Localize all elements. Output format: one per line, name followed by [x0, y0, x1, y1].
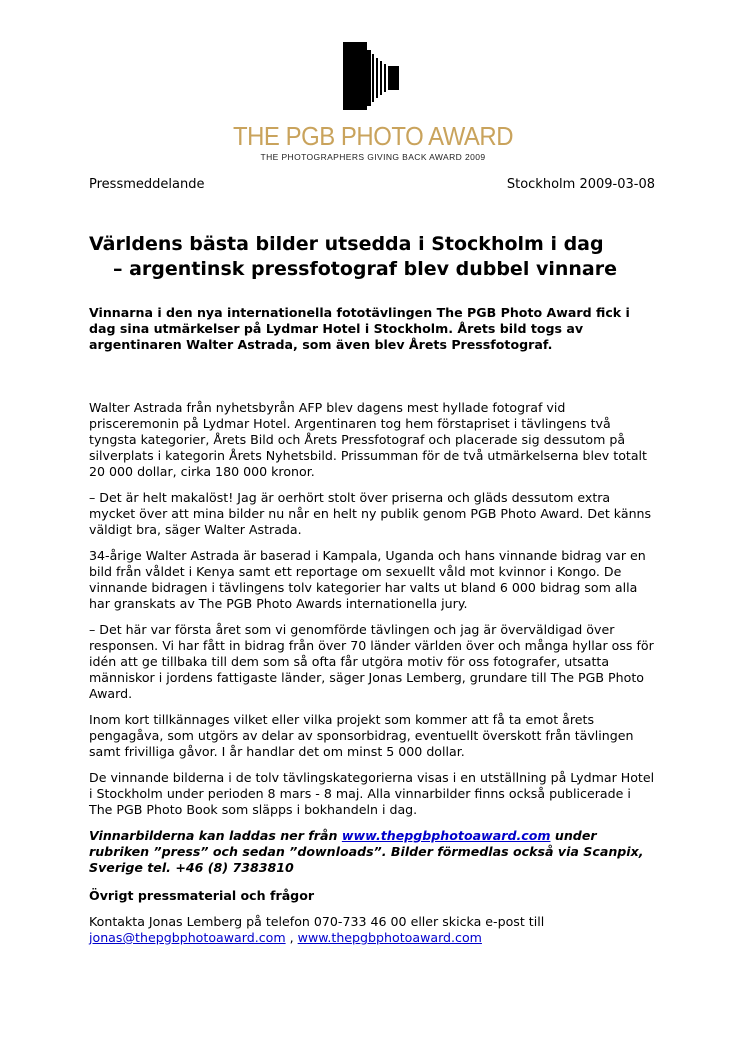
website-link[interactable]: www.thepgbphotoaward.com	[297, 930, 482, 945]
place-date: Stockholm 2009-03-08	[506, 177, 655, 192]
logo	[0, 42, 746, 162]
email-link[interactable]: jonas@thepgbphotoaward.com	[89, 930, 286, 945]
body-text	[89, 400, 655, 946]
lead-paragraph: Vinnarna i den nya internationella fototävlingen The PGB Photo Award fick i dag sina utmärkelser på Lydmar Hotel i Stockholm. Årets bild togs av argentinaren Walter Astrada, som även blev Årets Pressfotograf.	[89, 305, 630, 352]
headline	[89, 232, 659, 282]
headline-line2: – argentinsk pressfotograf blev dubbel vinnare	[113, 258, 617, 280]
contact-text: Kontakta Jonas Lemberg på telefon 070-733 46 00 eller skicka e-post till	[89, 914, 545, 929]
paragraph: Walter Astrada från nyhetsbyrån AFP blev dagens mest hyllade fotograf vid prisceremonin på Lydmar Hotel. Argentinaren tog hem förstapriset i tävlingens två tyngsta kategorier, Årets Bild och Årets Pressfotograf och placerade sig dessutom på silverplats i kategorin Årets Nyhetsbild. Prissumman för de två utmärkelserna blev totalt 20 000 dollar, cirka 180 000 kronor.	[89, 400, 647, 479]
headline-line1: Världens bästa bilder utsedda i Stockholm i dag	[89, 233, 604, 255]
paragraph: – Det är helt makalöst! Jag är oerhört stolt över priserna och gläds dessutom extra mycket över att mina bilder nu når en helt ny publik genom PGB Photo Award. Det känns väldigt bra, säger Walter Astrada.	[89, 490, 652, 537]
download-info	[89, 828, 655, 876]
paragraph: 34-årige Walter Astrada är baserad i Kampala, Uganda och hans vinnande bidrag var en bild från våldet i Kenya samt ett reportage om sexuellt våld mot kvinnor i Kongo. De vinnande bidragen i tävlingens tolv kategorier har valts ut bland 6 000 bidrag som alla har granskats av The PGB Photo Awards internationella jury.	[89, 548, 646, 611]
camera-bellows-icon	[343, 42, 403, 110]
brand-title: THE PGB PHOTO AWARD	[232, 121, 514, 151]
download-text-before: Vinnarbilderna kan laddas ner från	[89, 828, 342, 843]
paragraph: – Det här var första året som vi genomförde tävlingen och jag är överväldigad över responsen. Vi har fått in bidrag från över 70 länder världen över och många hyllar oss för idén att ge tillbaka till dem som så ofta får utgöra motiv för oss fotografer, utsatta människor i jordens fattigaste länder, säger Jonas Lemberg, grundare till The PGB Photo Award.	[89, 622, 654, 701]
paragraph: De vinnande bilderna i de tolv tävlingskategorierna visas i en utställning på Lydmar Hotel i Stockholm under perioden 8 mars - 8 maj. Alla vinnarbilder finns också publicerade i The PGB Photo Book som släpps i bokhandeln i dag.	[89, 770, 655, 817]
download-link[interactable]: www.thepgbphotoaward.com	[341, 828, 551, 843]
document-type: Pressmeddelande	[89, 177, 205, 192]
link-separator: ,	[285, 930, 298, 945]
contact-links	[89, 930, 655, 946]
meta-row	[89, 177, 655, 192]
contact-heading: Övrigt pressmaterial och frågor	[89, 888, 315, 903]
paragraph: Inom kort tillkännages vilket eller vilka projekt som kommer att få ta emot årets pengagåva, som utgörs av delar av sponsorbidrag, eventuellt överskott från tävlingen samt frivilliga gåvor. I år handlar det om minst 5 000 dollar.	[89, 712, 634, 759]
download-text-after: under rubriken ”press” och sedan ”downloads”. Bilder förmedlas också via Scanpix, Sverige tel. +46 (8) 7383810	[89, 828, 644, 875]
brand-subtitle: THE PHOTOGRAPHERS GIVING BACK AWARD 2009	[260, 152, 486, 162]
